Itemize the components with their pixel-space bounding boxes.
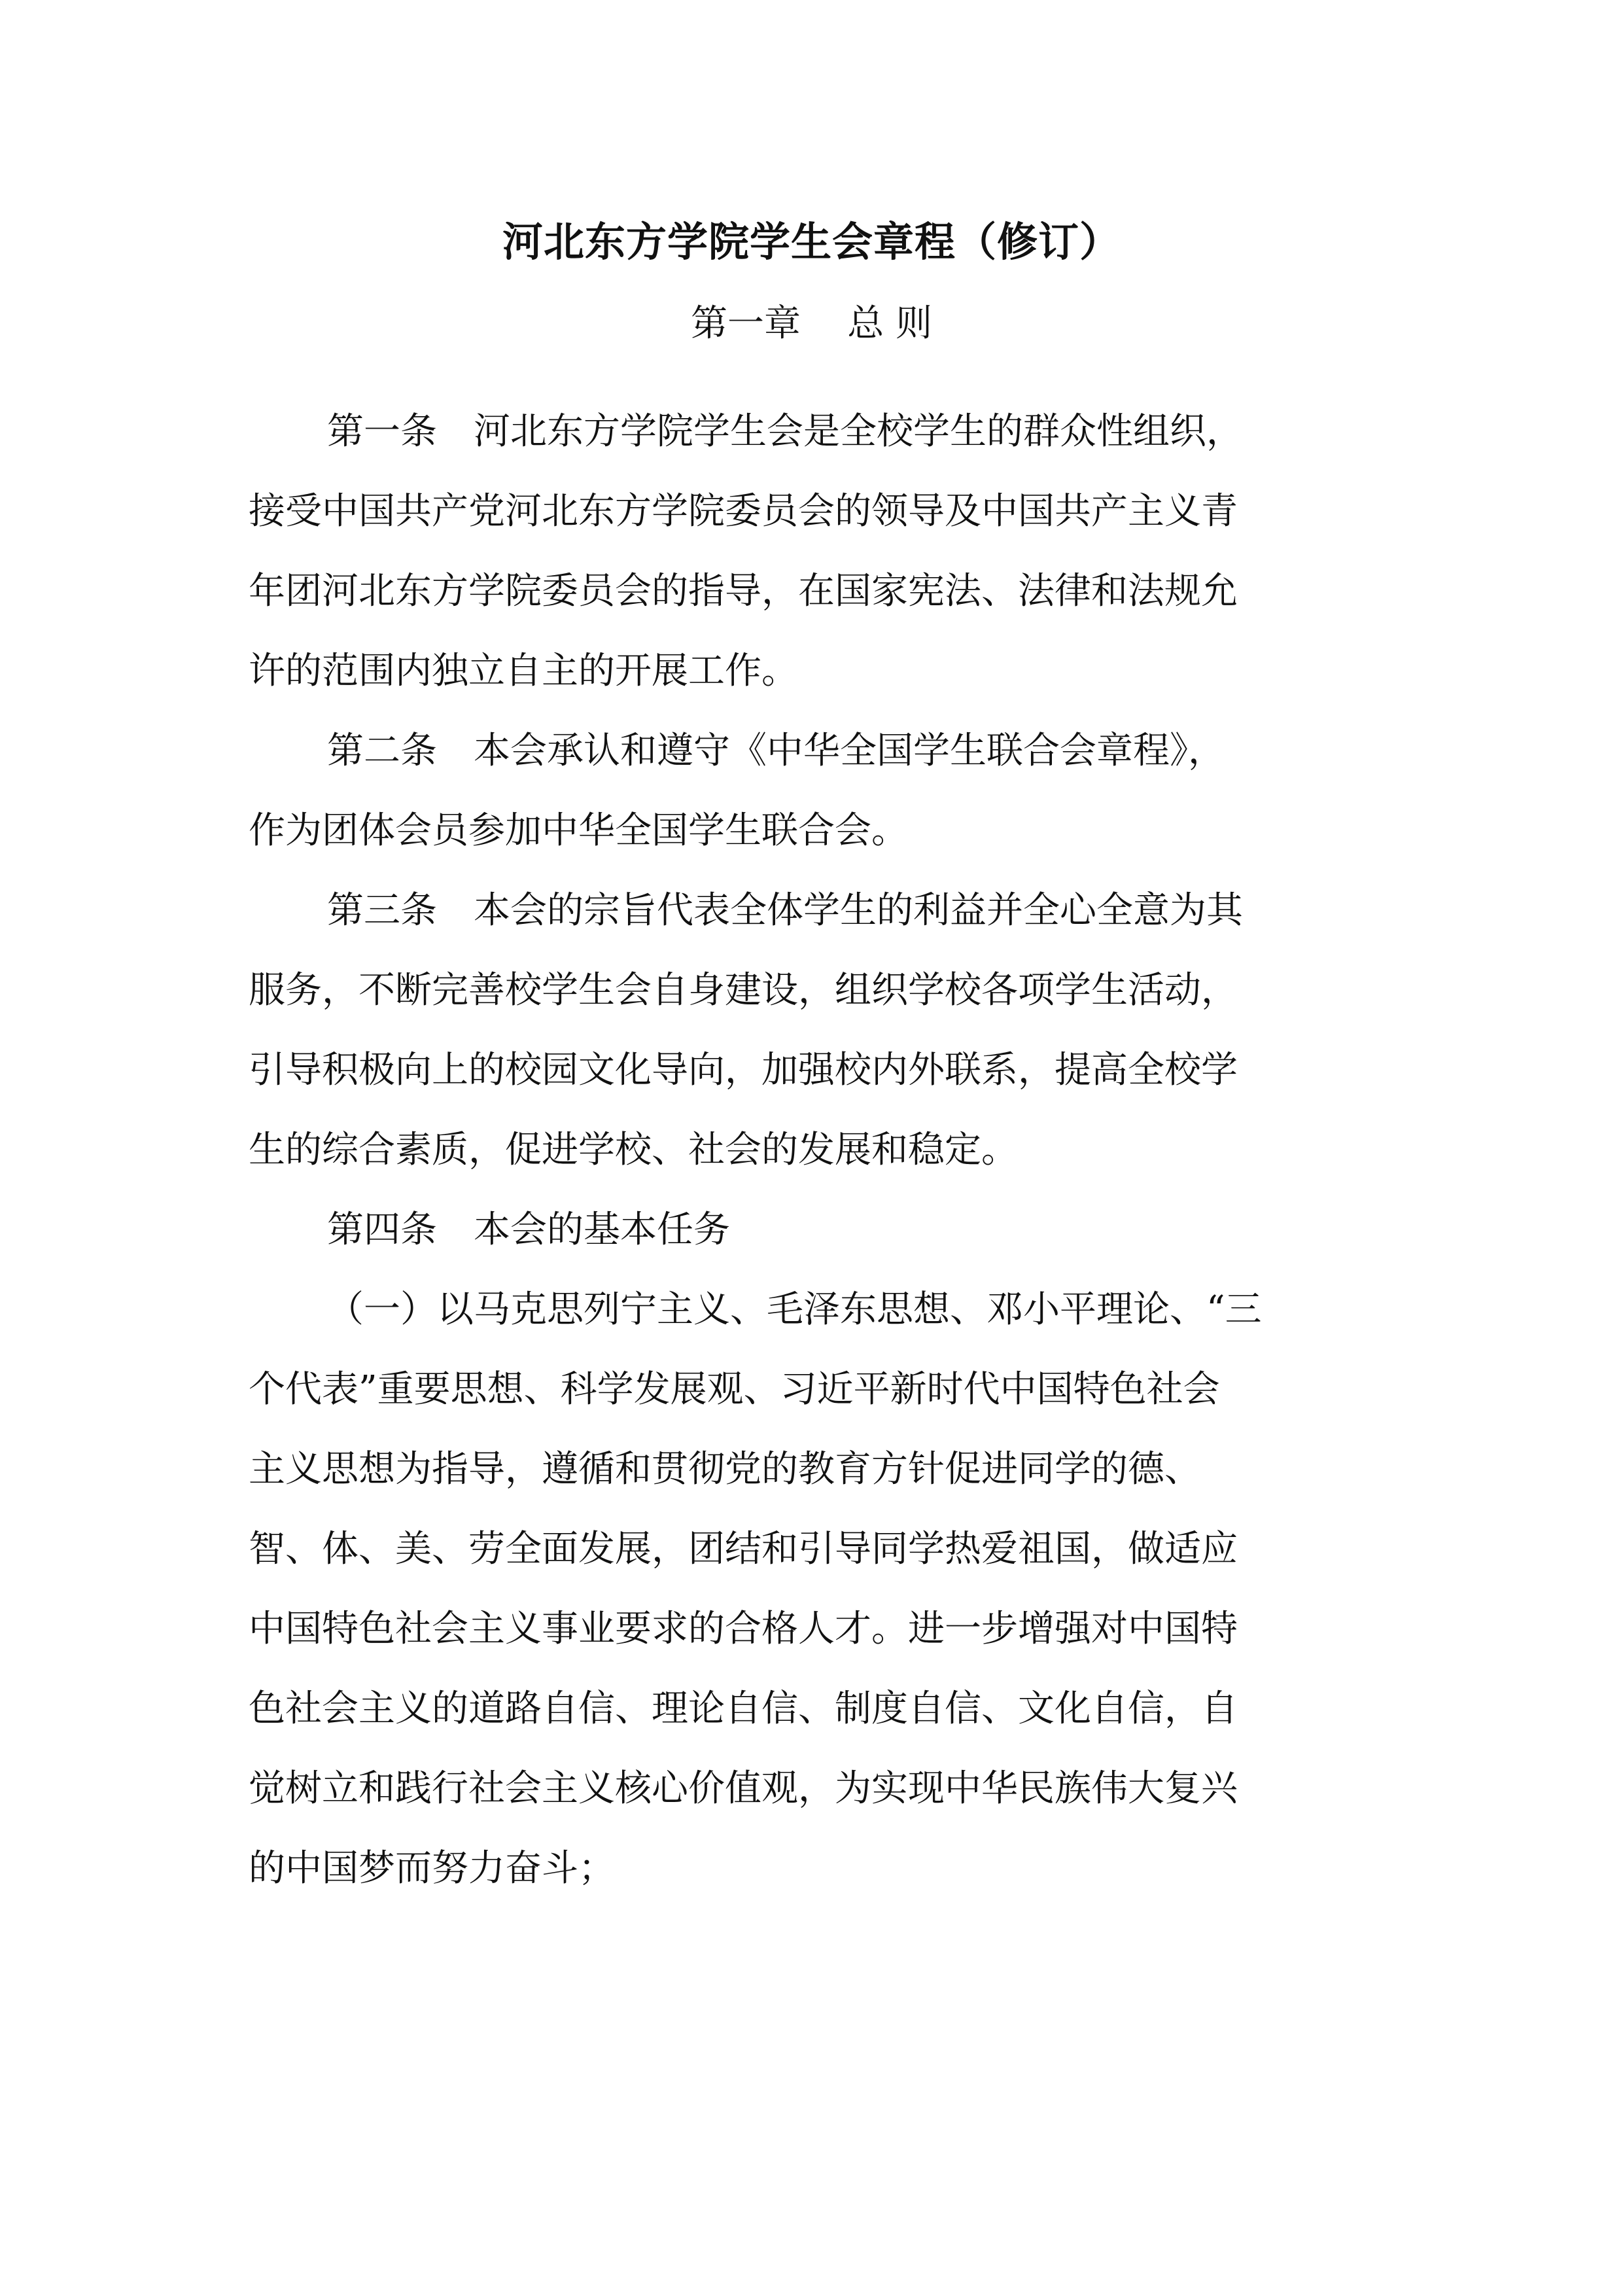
text-line: 觉树立和践行社会主义核心价值观，为实现中华民族伟大复兴 (249, 1767, 1238, 1810)
document-title: 河北东方学院学生会章程（修订） (502, 218, 1121, 266)
text-line-item-1: （一）以马克思列宁主义、毛泽东思想、邓小平理论、“三 (327, 1288, 1262, 1331)
text-line: 生的综合素质，促进学校、社会的发展和稳定。 (249, 1129, 1018, 1171)
text-line-article-3: 第三条 本会的宗旨代表全体学生的利益并全心全意为其 (327, 889, 1243, 932)
text-line-article-1: 第一条 河北东方学院学生会是全校学生的群众性组织， (327, 410, 1243, 453)
text-line: 色社会主义的道路自信、理论自信、制度自信、文化自信，自 (249, 1687, 1238, 1730)
text-line-article-2: 第二条 本会承认和遵守《中华全国学生联合会章程》， (327, 730, 1225, 772)
text-line: 作为团体会员参加中华全国学生联合会。 (249, 809, 908, 852)
text-line: 许的范围内独立自主的开展工作。 (249, 650, 798, 692)
text-line: 智、体、美、劳全面发展，团结和引导同学热爱祖国，做适应 (249, 1528, 1238, 1570)
text-line: 主义思想为指导，遵循和贯彻党的教育方针促进同学的德、 (249, 1448, 1201, 1491)
text-line: 接受中国共产党河北东方学院委员会的领导及中国共产主义青 (249, 490, 1238, 533)
chapter-heading: 第一章 总 则 (690, 302, 932, 345)
text-line: 引导积极向上的校园文化导向，加强校内外联系，提高全校学 (249, 1049, 1238, 1091)
text-line: 的中国梦而努力奋斗； (249, 1847, 615, 1890)
text-line: 服务，不断完善校学生会自身建设，组织学校各项学生活动， (249, 969, 1238, 1012)
text-line-article-4: 第四条 本会的基本任务 (327, 1209, 730, 1251)
text-line: 个代表”重要思想、科学发展观、习近平新时代中国特色社会 (249, 1368, 1220, 1411)
text-line: 年团河北东方学院委员会的指导，在国家宪法、法律和法规允 (249, 570, 1238, 612)
text-line: 中国特色社会主义事业要求的合格人才。进一步增强对中国特 (249, 1608, 1238, 1650)
